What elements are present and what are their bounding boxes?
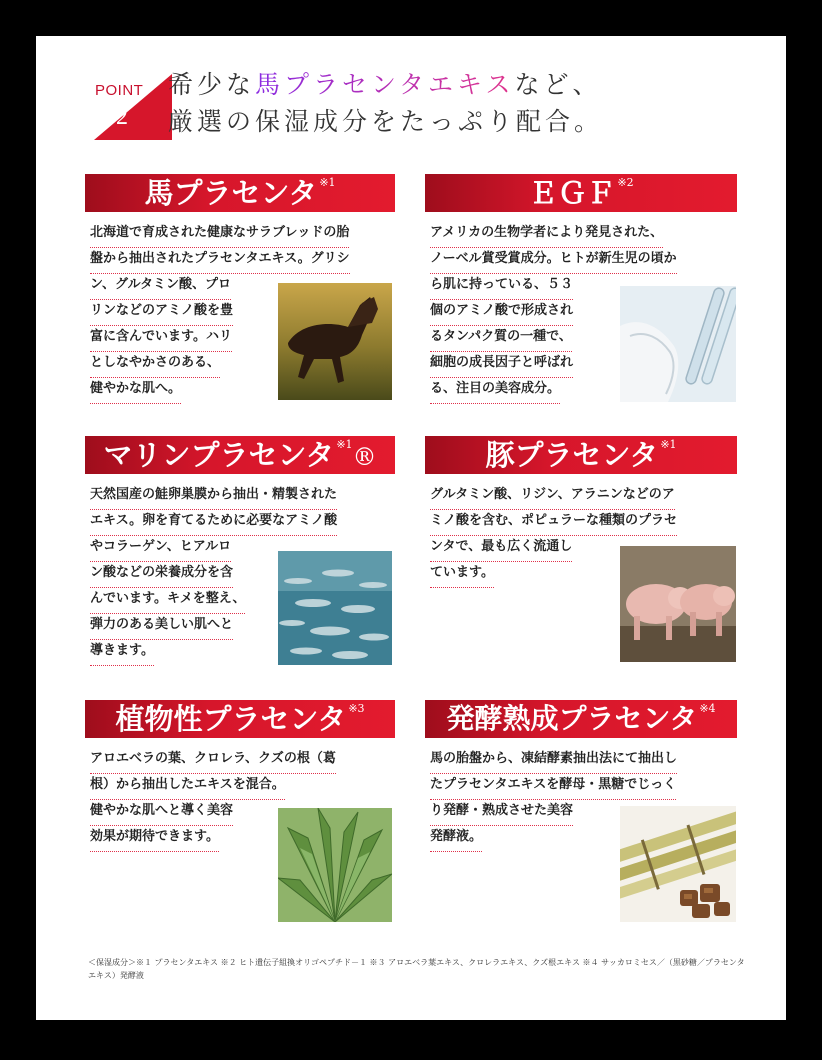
section-line: グルタミン酸、リジン、アラニンなどのア [430, 486, 675, 510]
section-line: 馬の胎盤から、凍結酵素抽出法にて抽出し [430, 750, 677, 774]
section-line: ています。 [430, 564, 494, 588]
section-line: り発酵・熟成させた美容 [430, 802, 573, 826]
section-line: 発酵液。 [430, 828, 482, 852]
section-line: としなやかさのある、 [90, 354, 220, 378]
section-title-egf: ＥＧＦ $^{※2}$ [425, 174, 737, 212]
section-line: リンなどのアミノ酸を豊 [90, 302, 233, 326]
headline-accent: 馬プラセンタエキス [255, 70, 515, 99]
section-line: ン酸などの栄養成分を含 [90, 564, 233, 588]
point-label: POINT [95, 82, 144, 99]
section-line: 健やかな肌へと導く美容 [90, 802, 233, 826]
section-line: 導きます。 [90, 642, 154, 666]
section-line: ら肌に持っている、５３ [430, 276, 573, 300]
headline-line-1: 希少な馬プラセンタエキスなど、 [168, 70, 602, 99]
page [36, 36, 786, 1020]
sugarcane-brown-sugar-photo [620, 806, 736, 922]
section-line: 北海道で育成された健康なサラブレッドの胎 [90, 224, 349, 248]
section-line: ンタで、最も広く流通し [430, 538, 572, 562]
section-line: アメリカの生物学者により発見された、 [430, 224, 663, 248]
section-line: る、注目の美容成分。 [430, 380, 560, 404]
section-line: 根）から抽出したエキスを混合。 [90, 776, 285, 800]
section-line: 弾力のある美しい肌へと [90, 616, 233, 640]
section-line: 効果が期待できます。 [90, 828, 219, 852]
horse-photo [278, 283, 392, 400]
section-line: 健やかな肌へ。 [90, 380, 181, 404]
section-line: 盤から抽出されたプラセンタエキス。グリシ [90, 250, 350, 274]
section-title-fermented-placenta: 発酵熟成プラセンタ $^{※4}$ [425, 700, 737, 738]
section-line: 細胞の成長因子と呼ばれ [430, 354, 573, 378]
section-line: エキス。卵を育てるために必要なアミノ酸 [90, 512, 337, 536]
section-line: ン、グルタミン酸、プロ [90, 276, 231, 300]
section-line: るタンパク質の一種で、 [430, 328, 572, 352]
footnote: ＜保湿成分＞※１ プラセンタエキス ※２ ヒト遺伝子組換オリゴペプチド－１ ※３ アロエベラ葉エキス、クロレラエキス、クズ根エキス ※４ サッカロミセス／（黒砂糖／プラセンタエキス）発酵液 [88, 958, 745, 980]
section-line: ノーベル賞受賞成分。ヒトが新生児の頃か [430, 250, 677, 274]
aloe-vera-photo [278, 808, 392, 922]
section-line: 富に含んでいます。ハリ [90, 328, 232, 352]
section-line: アロエベラの葉、クロレラ、クズの根（葛 [90, 750, 336, 774]
section-line: たプラセンタエキスを酵母・黒糖でじっく [430, 776, 676, 800]
section-line: んでいます。キメを整え、 [90, 590, 245, 614]
fish-school-photo [278, 551, 392, 665]
pigs-photo [620, 546, 736, 662]
section-line: ミノ酸を含む、ポピュラーな種類のプラセ [430, 512, 677, 536]
headline-line-2: 厳選の保湿成分をたっぷり配合。 [168, 107, 604, 136]
headline [168, 66, 603, 140]
section-title-marine-placenta: マリンプラセンタ $^{※1}$® [85, 436, 395, 474]
section-title-pig-placenta: 豚プラセンタ $^{※1}$ [425, 436, 737, 474]
section-line: 天然国産の鮭卵巣膜から抽出・精製された [90, 486, 337, 510]
point-number: 02 [104, 104, 128, 130]
section-line: やコラーゲン、ヒアルロ [90, 538, 231, 562]
section-title-horse-placenta: 馬プラセンタ $^{※1}$ [85, 174, 395, 212]
section-line: 個のアミノ酸で形成され [430, 302, 573, 326]
gloved-hand-test-tube-photo [620, 286, 736, 402]
section-title-plant-placenta: 植物性プラセンタ $^{※3}$ [85, 700, 395, 738]
